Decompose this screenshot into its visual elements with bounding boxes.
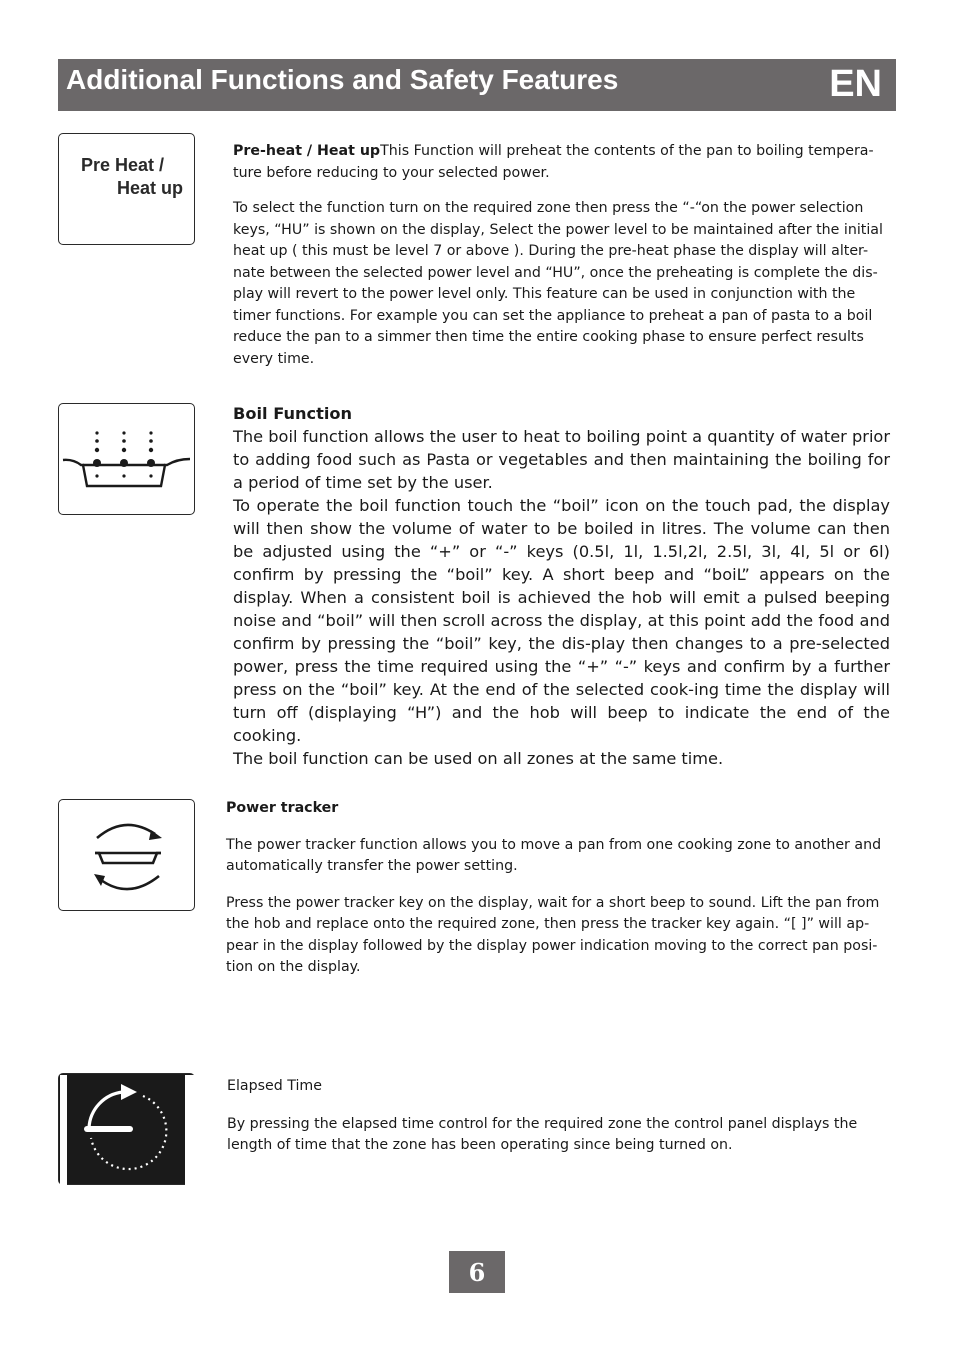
elapsed-paragraph-1: By pressing the elapsed time control for the required zone the control panel displays the length of time that the zone has been operating since being turned on. <box>227 1115 858 1153</box>
tracker-paragraph-1: The power tracker function allows you to move a pan from one cooking zone to another and automatically transfer the power setting. <box>226 836 882 874</box>
elapsed-icon-box <box>58 1073 195 1185</box>
page-header <box>58 59 896 111</box>
preheat-heading: Pre-heat / Heat up <box>233 143 381 159</box>
page-number: 6 <box>449 1251 505 1293</box>
power-tracker-icon <box>59 800 196 912</box>
tracker-section <box>226 798 893 979</box>
preheat-body: To select the function turn on the required zone then press the “-“on the power selection keys, “HU” is shown on the display, Select the power level to be maintained after the initial heat up ( this must be level 7 or above ). During the pre-heat phase the display will alter-nate between the selected power level and “HU”, once the preheating is complete the dis-play will revert to the power level only. This feature can be used in conjunction with the timer functions. For example you can set the appliance to preheat a pan of pasta to a boil reduce the pan to a simmer then time the entire cooking phase to ensure perfect results every time. <box>233 200 883 367</box>
boil-icon-box <box>58 403 195 515</box>
boiling-pot-icon <box>59 404 196 516</box>
page-title: Additional Functions and Safety Features <box>66 64 619 95</box>
preheat-section <box>233 141 888 370</box>
boil-paragraph-2: To operate the boil function touch the “boil” icon on the touch pad, the display will then show the volume of water to be boiled in litres. The volume can then be adjusted using the “+” or “-” keys (0.5l, 1l, 1.5l,2l, 2.5l, 3l, 4l, 5l or 6l) confirm by pressing the “boil” key. A short beep and “boiL” appears on the display. When a consistent boil is achieved the hob will emit a pulsed beeping noise and “boil” will then scroll across the display, at this point add the food and confirm by pressing the “boil” key, the dis-play then changes to a pre-selected power, press the time required using the “+” “-” keys and confirm by a further press on the “boil” key. At the end of the selected cook-ing time the display will turn off (displaying “H”) and the hob will beep to indicate the end of the cooking. <box>233 496 890 745</box>
preheat-icon-box <box>58 133 195 245</box>
elapsed-section <box>227 1076 892 1157</box>
tracker-heading: Power tracker <box>226 800 339 816</box>
elapsed-time-icon <box>59 1074 196 1186</box>
language-badge: EN <box>829 63 882 105</box>
tracker-icon-box <box>58 799 195 911</box>
elapsed-heading: Elapsed Time <box>227 1078 322 1094</box>
preheat-intro-paragraph <box>233 141 888 184</box>
boil-heading: Boil Function <box>233 404 353 423</box>
boil-paragraph-1: The boil function allows the user to heat to boiling point a quantity of water prior to adding food such as Pasta or vegetables and then maintaining the boiling for a period of time set by the user. <box>233 427 890 492</box>
preheat-intro: This Function will preheat the contents of the pan to boiling tempera-ture before reducing to your selected power. <box>233 143 874 181</box>
preheat-label-line2: Heat up <box>117 178 184 198</box>
boil-section <box>233 402 890 770</box>
tracker-paragraph-2: Press the power tracker key on the display, wait for a short beep to sound. Lift the pan from the hob and replace onto the required zone, then press the tracker key again. “[ ]” will ap-pear in the display followed by the display power indication moving to the correct pan posi-tion on the display. <box>226 894 880 975</box>
boil-paragraph-3: The boil function can be used on all zones at the same time. <box>233 749 724 768</box>
preheat-label-line1: Pre Heat / <box>81 155 165 175</box>
